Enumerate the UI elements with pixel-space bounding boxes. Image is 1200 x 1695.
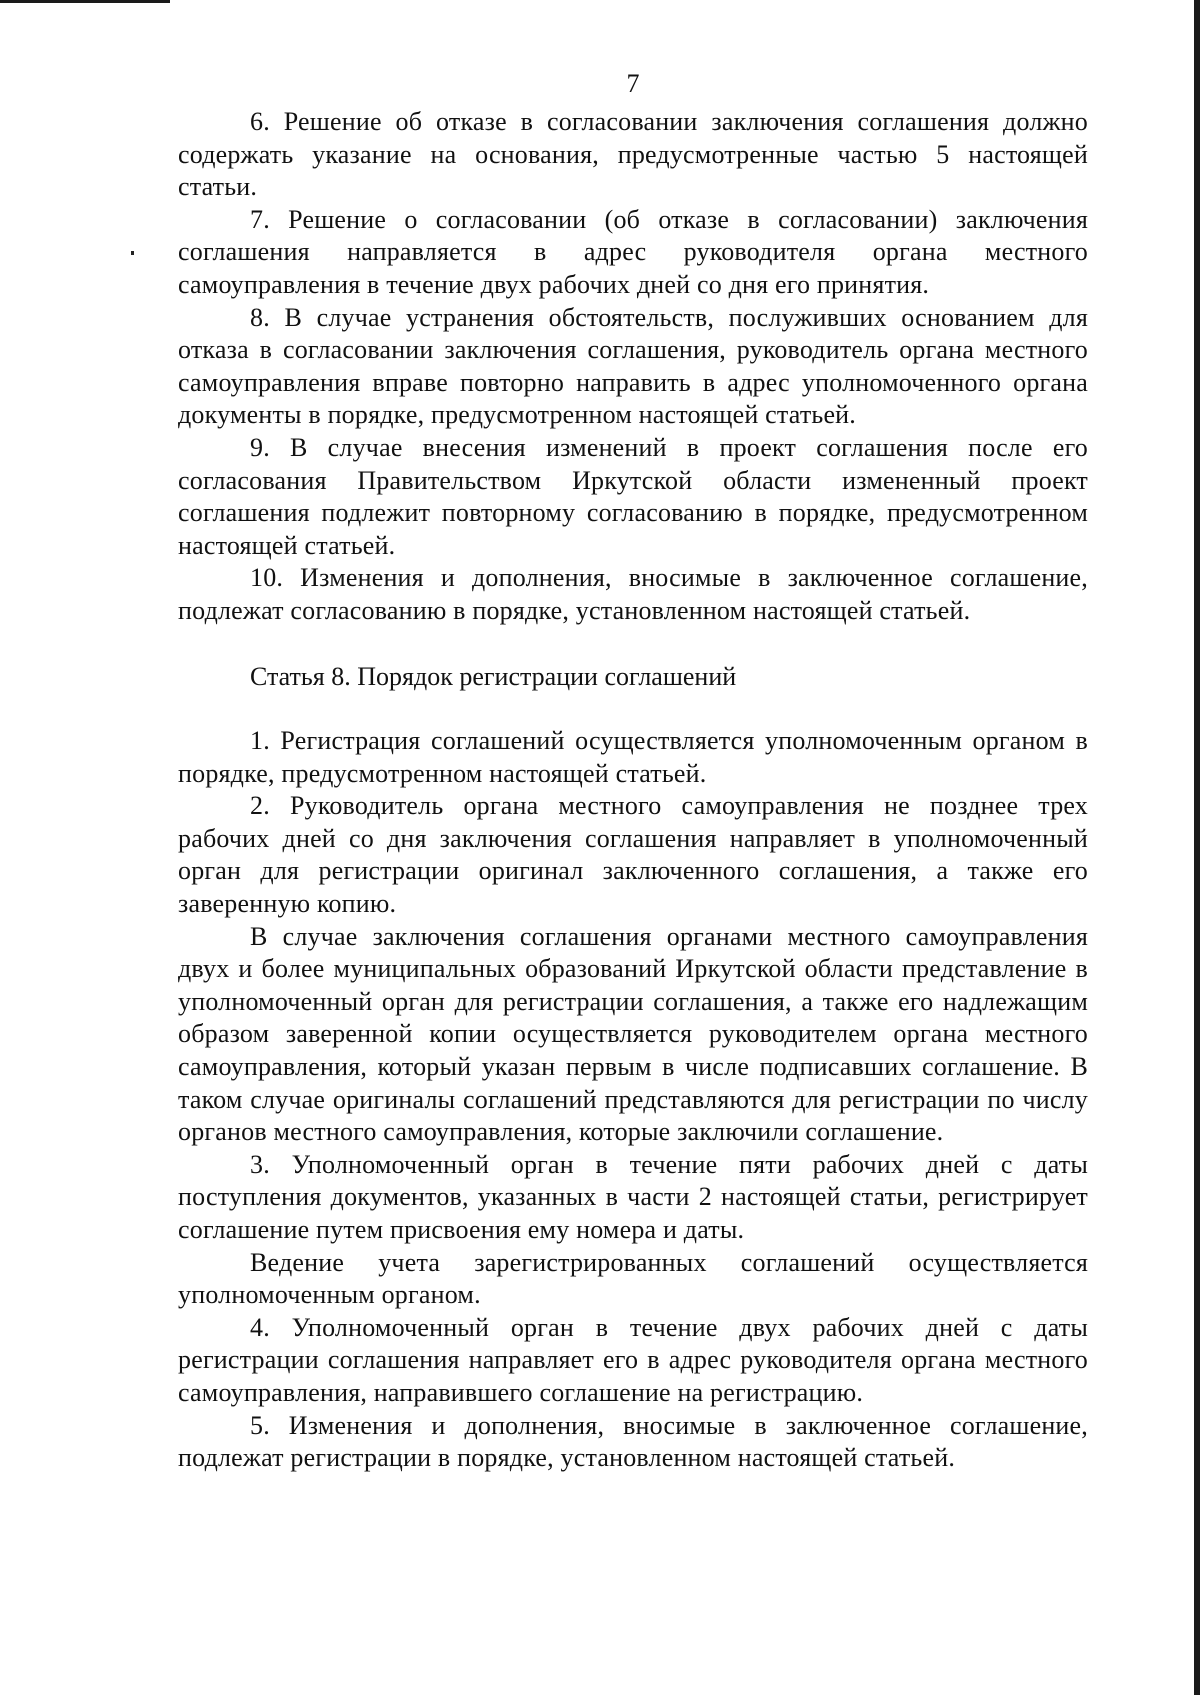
article-8-title: Статья 8. Порядок регистрации соглашений [250,661,737,691]
article-8-body [178,725,1088,1475]
paragraph: 1. Регистрация соглашений осуществляется уполномоченным органом в порядке, предусмотренном настоящей статьей. [178,726,1088,788]
article-7-continuation [178,106,1088,628]
paragraph: Ведение учета зарегистрированных соглашений осуществляется уполномоченным органом. [178,1247,1088,1310]
paragraph: 9. В случае внесения изменений в проект соглашения после его согласования Правительством Иркутской области измененный проект соглашения подлежит повторному согласованию в порядке, предусмотренном настоящей статьей. [178,432,1088,560]
page-number: 7 [626,69,640,98]
paragraph: 5. Изменения и дополнения, вносимые в заключенное соглашение, подлежат регистрации в порядке, установленном настоящей статьей. [178,1410,1088,1473]
paragraph: 3. Уполномоченный орган в течение пяти рабочих дней с даты поступления документов, указанных в части 2 настоящей статьи, регистрирует соглашение путем присвоения ему номера и даты. [178,1149,1088,1244]
paragraph: 10. Изменения и дополнения, вносимые в заключенное соглашение, подлежат согласованию в порядке, установленном настоящей статьей. [178,563,1088,625]
paragraph: В случае заключения соглашения органами местного самоуправления двух и более муниципальных образований Иркутской области представление в уполномоченный орган для регистрации соглашения, а также его надлежащим образом заверенной копии осуществляется руководителем органа местного самоуправления, который указан первым в числе подписавших соглашение. В таком случае оригиналы соглашений представляются для регистрации по числу органов местного самоуправления, которые заключили соглашение. [178,921,1088,1147]
scan-speck [131,251,134,255]
scan-border-top [0,0,170,3]
paragraph: 2. Руководитель органа местного самоуправления не позднее трех рабочих дней со дня заключения соглашения направляет в уполномоченный орган для регистрации оригинал заключенного соглашения, а также его заверенную копию. [178,791,1088,919]
document-page [178,68,1088,1475]
paragraph: 4. Уполномоченный орган в течение двух рабочих дней с даты регистрации соглашения направляет его в адрес руководителя органа местного самоуправления, направившего соглашение на регистрацию. [178,1312,1088,1407]
paragraph: 7. Решение о согласовании (об отказе в согласовании) заключения соглашения направляется в адрес руководителя органа местного самоуправления в течение двух рабочих дней со дня его принятия. [178,204,1088,299]
paragraph: 8. В случае устранения обстоятельств, послуживших основанием для отказа в согласовании заключения соглашения, руководитель органа местного самоуправления вправе повторно направить в адрес уполномоченного органа документы в порядке, предусмотренном настоящей статьей. [178,302,1088,430]
paragraph: 6. Решение об отказе в согласовании заключения соглашения должно содержать указание на основания, предусмотренные частью 5 настоящей статьи. [178,107,1088,202]
scan-border-right [1194,0,1200,1695]
